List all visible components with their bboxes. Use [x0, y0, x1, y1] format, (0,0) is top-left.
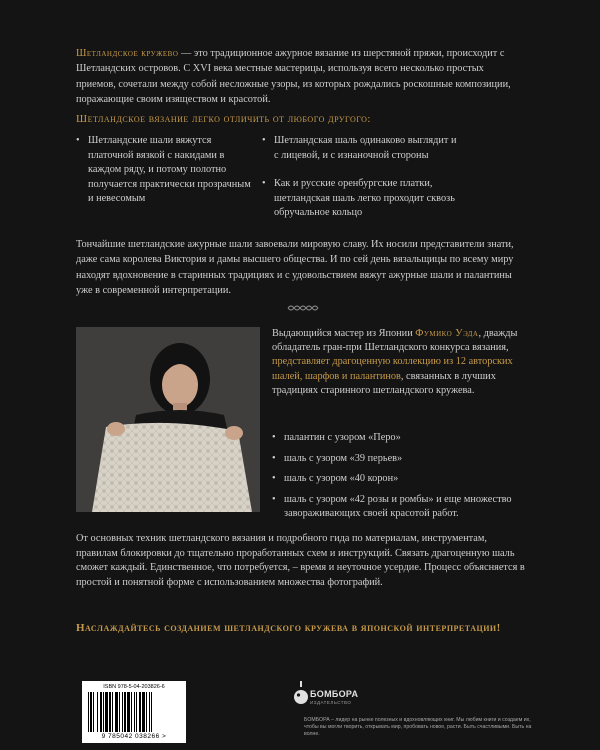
pattern-item: • шаль с узором «39 перьев» [272, 452, 522, 467]
fame-paragraph: Тончайшие шетландские ажурные шали завоевали мировую славу. Их носили представители знати, даже сама королева Виктория и дамы высшего общества. И по сей день вязальщицы по всему миру находят вдохновение в старинных традициях и с удовольствием вяжут ажурные шали и палантины уже в современной интерпретации. [76, 239, 514, 297]
feature-item: • Как и русские оренбургские платки, шетландская шаль легко проходит сквозь обручальное кольцо [262, 177, 462, 221]
publisher-subtitle: ИЗДАТЕЛЬСТВО [310, 700, 352, 705]
author-name: Фумико Уэда [415, 328, 479, 339]
publisher-name: БОМБОРА [310, 689, 359, 699]
publisher-logo [294, 681, 394, 715]
closing-heading: Наслаждайтесь созданием шетландского кружева в японской интерпретации! [76, 622, 501, 634]
ornament-divider [287, 303, 319, 313]
intro-text: — это традиционное ажурное вязание из шерстяной пряжи, происходит с Шетландских островов. С XVI века местные мастерицы, используя всего несколько простых приемов, сочетали между собой несложные узоры, из которых рождались роскошные композиции, поражающие своим изяществом и красотой. [76, 48, 511, 105]
barcode-bars [86, 692, 182, 732]
isbn-number: ISBN 978-5-04-203826-6 [103, 684, 165, 690]
author-text-1: Выдающийся мастер из Японии [272, 328, 416, 339]
techniques-paragraph: От основных техник шетландского вязания и подробного гида по материалам, инструментам, правилам блокировки до тщательно проработанных схем и инструкций. Связать драгоценную шаль сможет каждый. Единственное, что потребуется, – время и неуточное усердие. Процесс объясняется в простой и понятной форме с использованием множества фотографий. [76, 533, 525, 588]
pattern-item: • шаль с узором «40 корон» [272, 472, 522, 487]
author-text-3: , связанных в лучших традициях старинного шетландского кружева. [272, 370, 496, 396]
patterns-list [272, 431, 522, 528]
pattern-item: • шаль с узором «42 розы и ромбы» и еще множество завораживающих своей красотой работ. [272, 493, 522, 522]
intro-lead: Шетландское кружево [76, 48, 179, 59]
pattern-item: • палантин с узором «Перо» [272, 431, 522, 446]
author-photo [76, 327, 260, 512]
barcode-block [82, 681, 186, 743]
author-text-2: , дважды обладатель гран-при Шетландского конкурса вязания, [272, 328, 518, 354]
publisher-logo-icon [294, 681, 308, 707]
author-highlight: представляет драгоценную коллекцию из 12 авторских шалей, шарфов и палантинов [272, 356, 513, 382]
features-left-list [76, 134, 256, 221]
features-heading: Шетландское вязание легко отличить от любого другого: [76, 113, 371, 125]
feature-item: • Шетландские шали вяжутся платочной вязкой с накидами в каждом ряду, и потому полотно получается практически прозрачным и невесомым [76, 134, 256, 207]
publisher-note: БОМБОРА – лидер на рынке полезных и вдохновляющих книг. Мы любим книги и создаем их, чтобы вы могли творить, открывать мир, пробовать новое, расти. Быть счастливыми. Быть на волне. [304, 717, 532, 737]
features-right-list [262, 134, 462, 235]
barcode-digits: 9 785042 038266 > [101, 733, 167, 740]
intro-paragraph [76, 46, 526, 107]
feature-item: • Шетландская шаль одинаково выглядит и с лицевой, и с изнаночной стороны [262, 134, 462, 163]
author-photo-illustration [76, 327, 260, 512]
author-paragraph [272, 327, 530, 398]
